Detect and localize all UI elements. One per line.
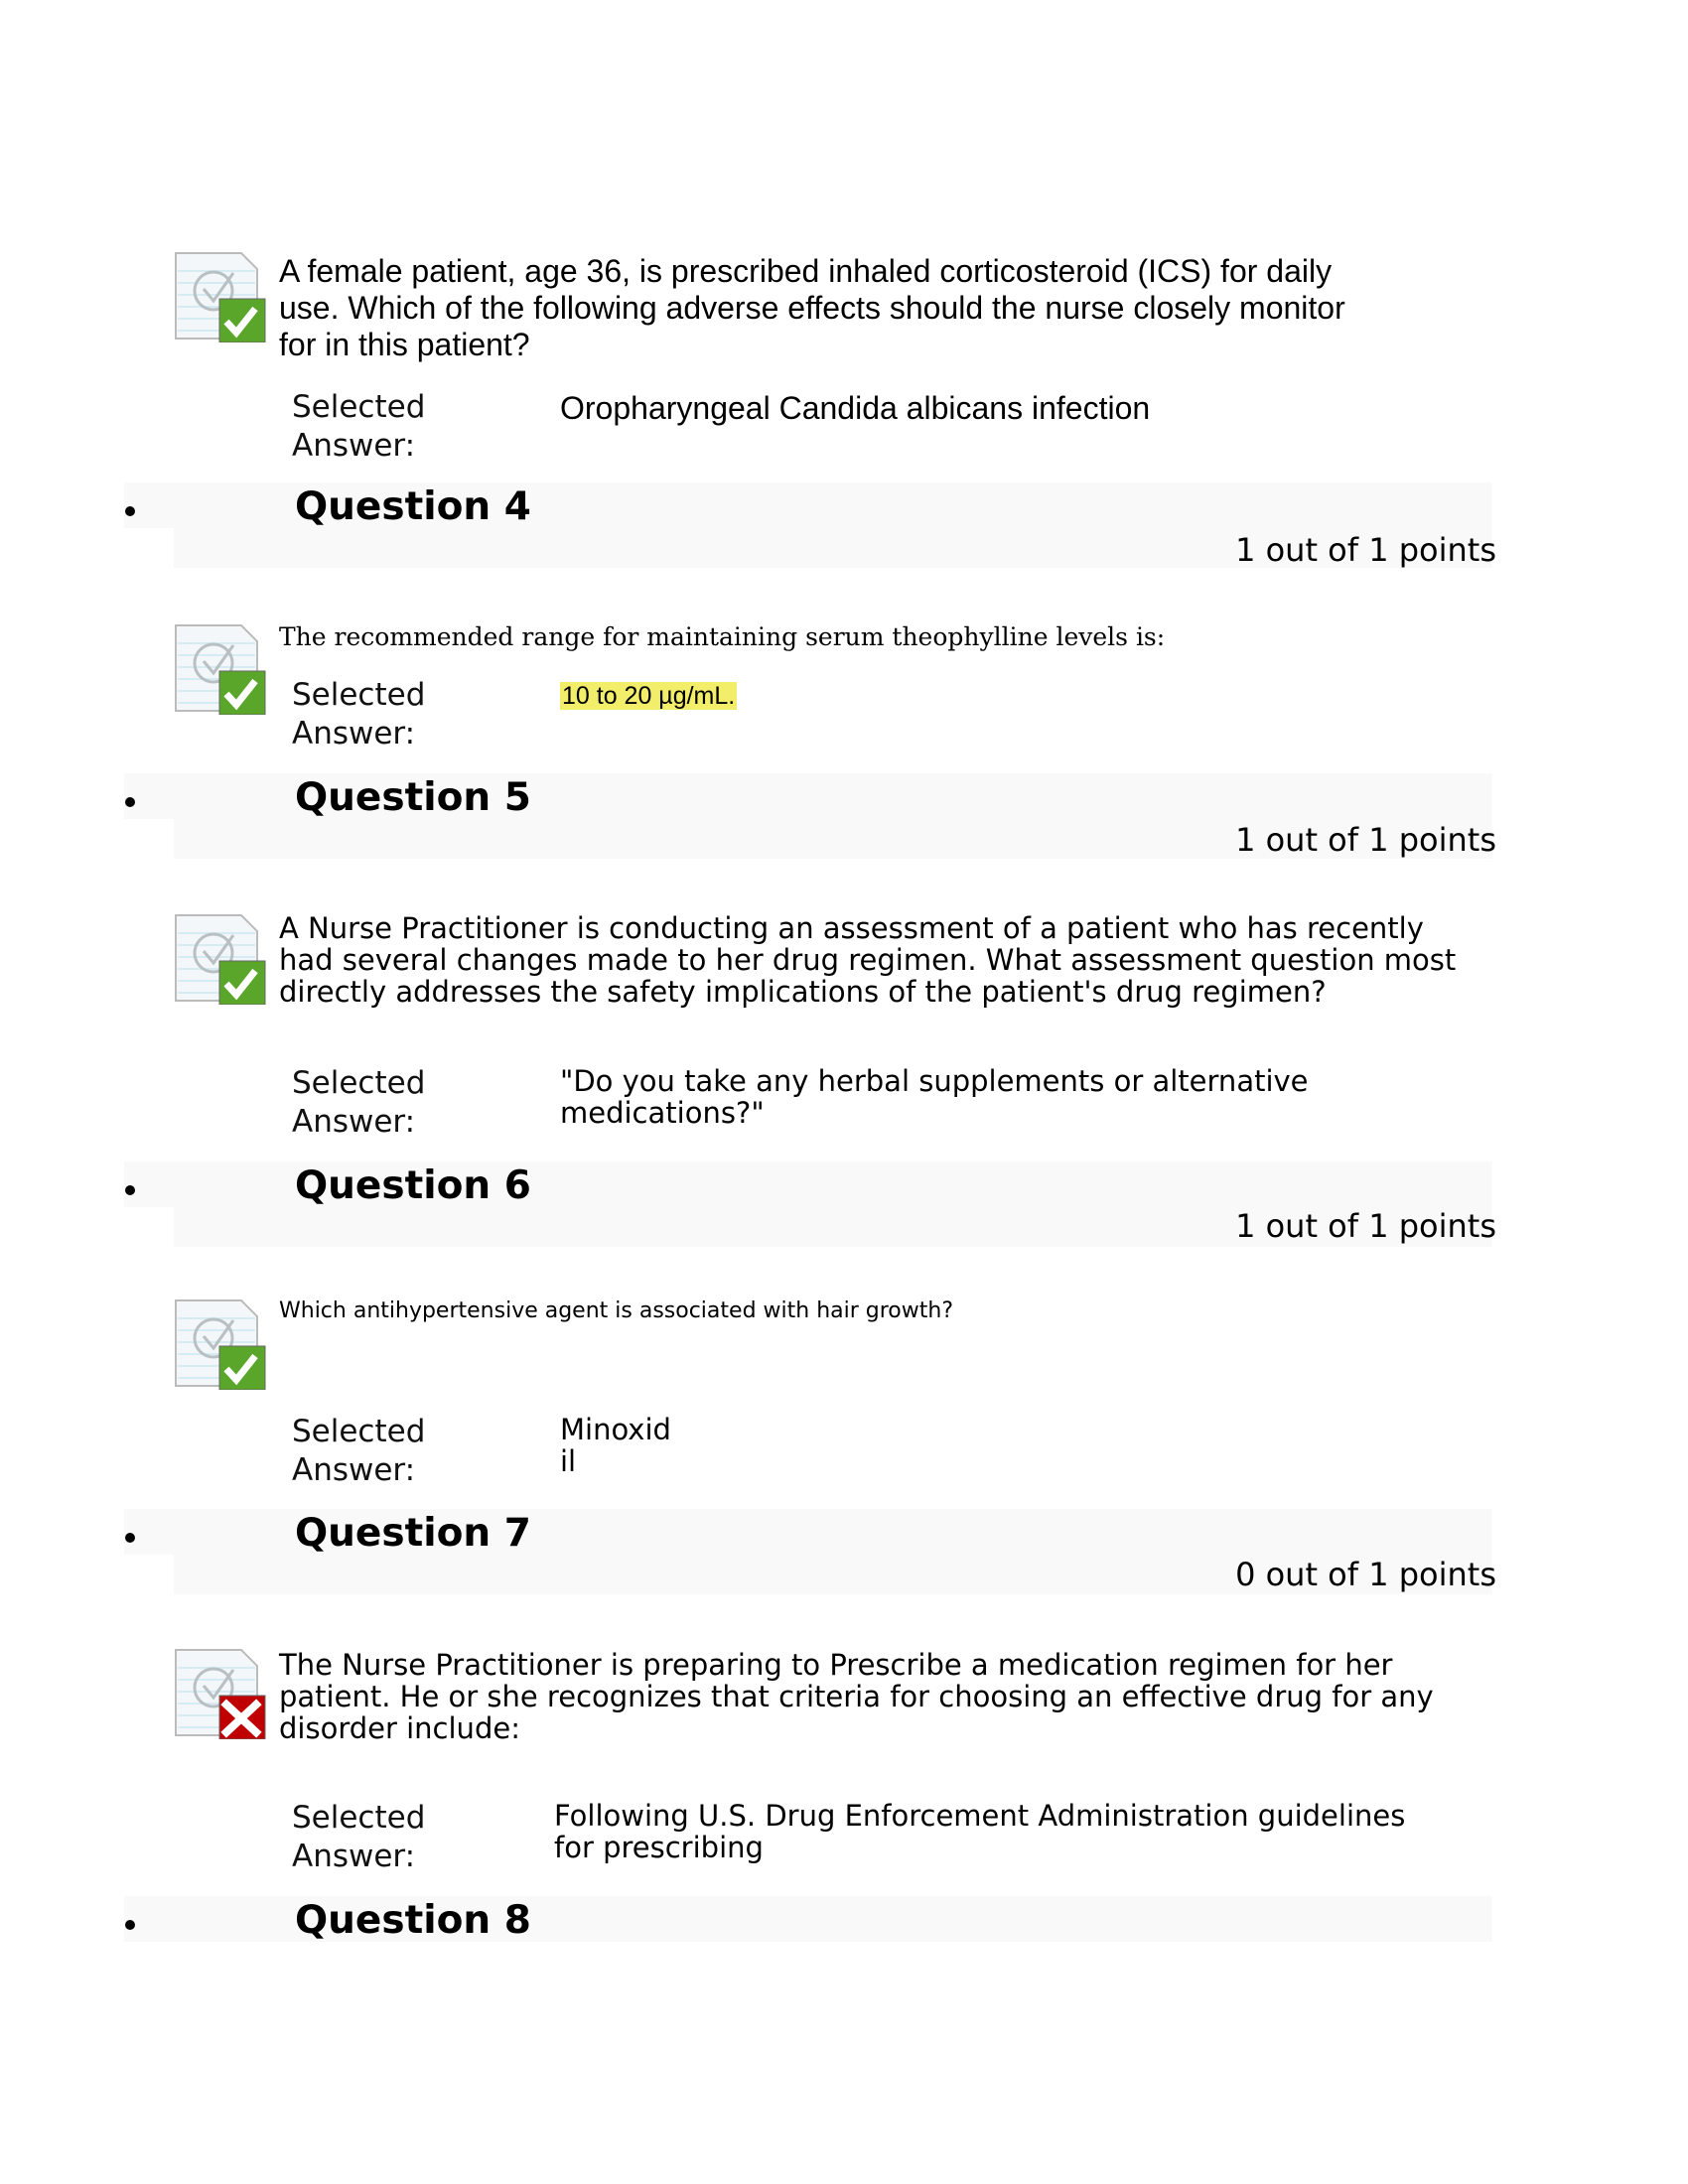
question-7-text (279, 1649, 1434, 1744)
correct-answer-icon (174, 1298, 267, 1390)
question-4-text: The recommended range for maintaining serum theophylline levels is: (279, 622, 1166, 651)
selected-answer-label: Selected Answer: (292, 1065, 426, 1140)
correct-answer-icon (174, 251, 267, 342)
question-7-points: 0 out of 1 points (1235, 1556, 1496, 1593)
question-text-line: use. Which of the following adverse effects should the nurse closely monitor (279, 290, 1345, 326)
question-text-line: disorder include: (279, 1711, 520, 1745)
selected-answer-label: Selected Answer: (292, 389, 426, 464)
selected-answer-value (560, 678, 737, 712)
question-6-points: 1 out of 1 points (1235, 1207, 1496, 1245)
bullet (125, 797, 135, 807)
question-text-line: directly addresses the safety implications of the patient's drug regimen? (279, 975, 1327, 1009)
highlighted-answer: 10 to 20 µg/mL. (562, 682, 736, 710)
question-4-title: Question 4 (295, 484, 531, 529)
question-5-title: Question 5 (295, 775, 531, 820)
question-6-text: Which antihypertensive agent is associated with hair growth? (279, 1298, 953, 1323)
selected-answer-value: Following U.S. Drug Enforcement Administration guidelines for prescribing (554, 1799, 1406, 1864)
question-8-title: Question 8 (295, 1898, 531, 1943)
selected-answer-value: "Do you take any herbal supplements or alternative medications?" (560, 1064, 1309, 1130)
selected-answer-label: Selected Answer: (292, 677, 426, 751)
bullet (125, 506, 135, 516)
question-text-line: for in this patient? (279, 327, 530, 362)
selected-answer-value: Oropharyngeal Candida albicans infection (560, 390, 1151, 426)
question-text-line: patient. He or she recognizes that criteria for choosing an effective drug for any (279, 1680, 1434, 1713)
question-5-points: 1 out of 1 points (1235, 821, 1496, 859)
question-3-text (279, 253, 1345, 363)
selected-answer-label: Selected Answer: (292, 1800, 426, 1874)
bullet (125, 1185, 135, 1195)
selected-answer-value: Minoxid il (560, 1413, 671, 1478)
question-5-text (279, 912, 1456, 1008)
correct-answer-icon (174, 913, 267, 1005)
question-4-points: 1 out of 1 points (1235, 531, 1496, 569)
question-text-line: The Nurse Practitioner is preparing to Prescribe a medication regimen for her (279, 1648, 1393, 1682)
bullet (125, 1920, 135, 1930)
question-text-line: had several changes made to her drug regimen. What assessment question most (279, 943, 1457, 977)
question-6-title: Question 6 (295, 1163, 531, 1208)
incorrect-answer-icon (174, 1648, 267, 1739)
question-text-line: A Nurse Practitioner is conducting an assessment of a patient who has recently (279, 911, 1424, 945)
selected-answer-label: Selected Answer: (292, 1414, 426, 1488)
correct-answer-icon (174, 623, 267, 715)
bullet (125, 1533, 135, 1543)
question-text-line: A female patient, age 36, is prescribed inhaled corticosteroid (ICS) for daily (279, 253, 1333, 289)
question-7-title: Question 7 (295, 1511, 531, 1556)
